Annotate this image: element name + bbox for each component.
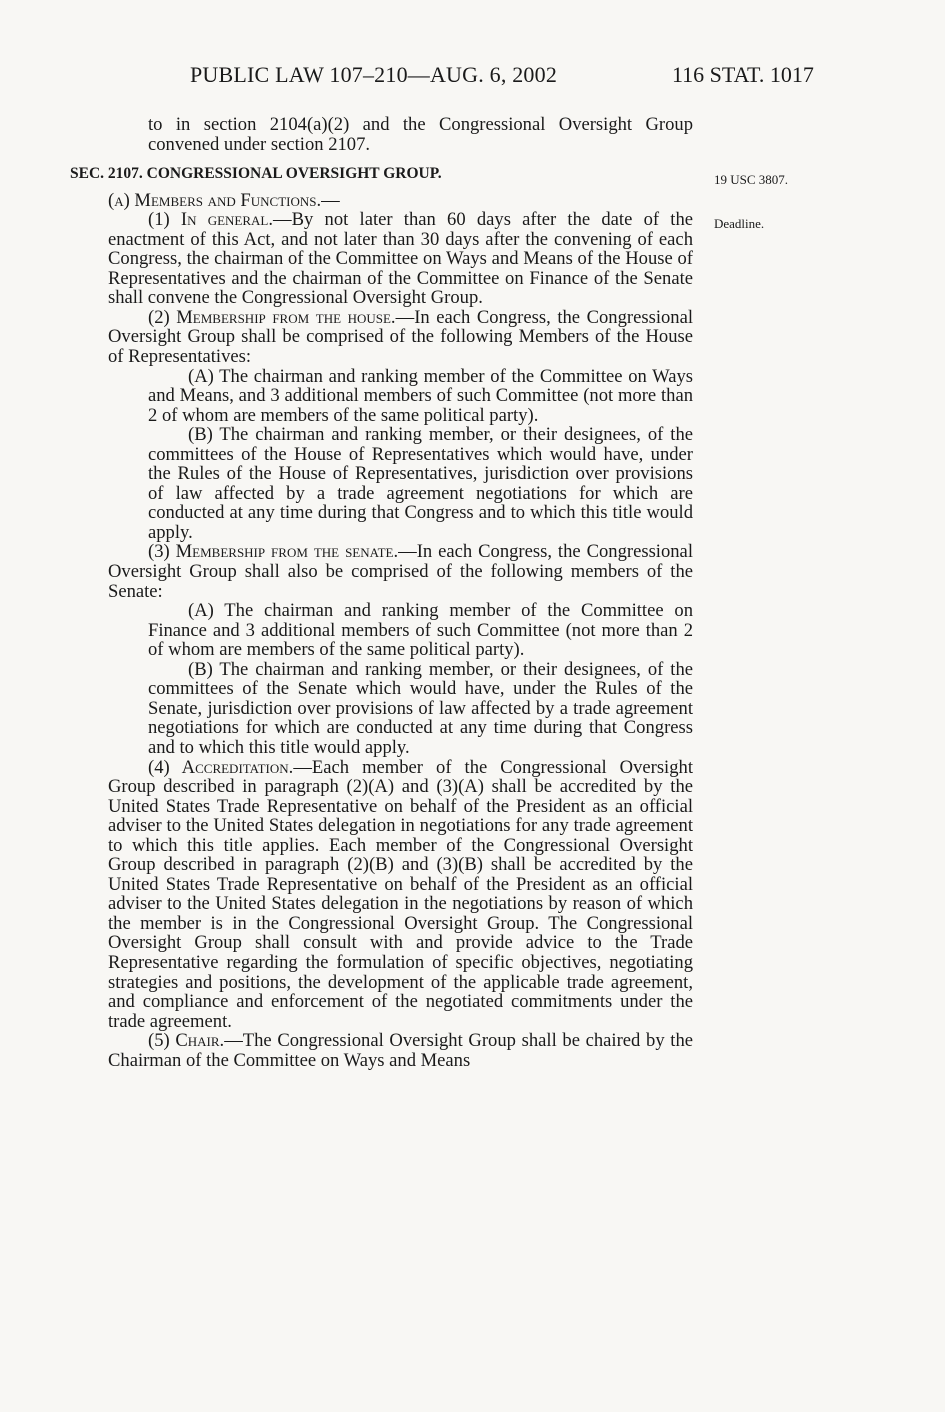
paragraph-5 xyxy=(108,1031,693,1070)
paragraph-2-label: (2) Membership from the house. xyxy=(148,306,396,328)
paragraph-3-b: (B) The chairman and ranking member, or their designees, of the committees of the Senate which would have, under the Rules of the Senate, jurisdiction over provisions of law affected by a trade agreement negotiations for which are conducted at any time during that Congress and to which this title would apply. xyxy=(148,658,693,758)
running-header-title: PUBLIC LAW 107–210—AUG. 6, 2002 xyxy=(190,62,558,87)
subsection-a-heading xyxy=(108,191,693,211)
margin-note-usc: 19 USC 3807. xyxy=(714,172,789,187)
paragraph-4-label: (4) Accreditation. xyxy=(148,756,294,778)
section-heading: SEC. 2107. CONGRESSIONAL OVERSIGHT GROUP. xyxy=(70,165,442,183)
paragraph-3 xyxy=(108,542,693,601)
running-header-page: 116 STAT. 1017 xyxy=(672,62,814,87)
paragraph-3-a: (A) The chairman and ranking member of the Committee on Finance and 3 additional members of such Committee (not more than 2 of whom are members of the same political party). xyxy=(148,600,693,661)
margin-note-deadline: Deadline. xyxy=(714,216,765,231)
paragraph-2 xyxy=(108,308,693,367)
paragraph-4 xyxy=(108,758,693,1032)
paragraph-1 xyxy=(108,210,693,308)
paragraph-3-text: —In each Congress, the Congressional Oversight Group shall also be comprised of the following members of the Senate: xyxy=(108,541,693,602)
paragraph-4-text: —Each member of the Congressional Oversight Group described in paragraph (2)(A) and (3)(A) shall be accredited by the United States Trade Representative on behalf of the President as an official adviser to the United States delegation in negotiations for any trade agreement to which this title applies. Each member of the Congressional Oversight Group described in paragraph (2)(B) and (3)(B) shall be accredited by the United States Trade Representative on behalf of the President as an official adviser to the United States delegation in the negotiations by reason of which the member is in the Congressional Oversight Group. The Congressional Oversight Group shall consult with and provide advice to the Trade Representative regarding the formulation of specific objectives, negotiating strategies and positions, the development of the applicable trade agreement, and compliance and enforcement of the negotiated commitments under the trade agreement. xyxy=(108,756,693,1032)
subsection-a-label: (a) Members and Functions.— xyxy=(108,189,340,211)
body-text xyxy=(70,114,693,1071)
intro-paragraph: to in section 2104(a)(2) and the Congressional Oversight Group convened under section 2107. xyxy=(148,114,693,155)
paragraph-1-text: —By not later than 60 days after the date of the enactment of this Act, and not later than 30 days after the convening of each Congress, the chairman of the Committee on Ways and Means of the House of Representatives and the chairman of the Committee on Finance of the Senate shall convene the Congressional Oversight Group. xyxy=(108,209,693,309)
paragraph-3-label: (3) Membership from the senate. xyxy=(148,541,399,563)
paragraph-5-text: —The Congressional Oversight Group shall be chaired by the Chairman of the Committee on Ways and Means xyxy=(108,1030,693,1071)
paragraph-5-label: (5) Chair. xyxy=(148,1030,225,1052)
paragraph-1-label: (1) In general. xyxy=(148,209,274,231)
paragraph-2-a: (A) The chairman and ranking member of the Committee on Ways and Means, and 3 additional members of such Committee (not more than 2 of whom are members of the same political party). xyxy=(148,365,693,426)
paragraph-2-b: (B) The chairman and ranking member, or their designees, of the committees of the House of Representatives which would have, under the Rules of the House of Representatives, jurisdiction over provisions of law affected by a trade agreement negotiations for which are conducted at any time during that Congress and to which this title would apply. xyxy=(148,424,693,543)
paragraph-2-text: —In each Congress, the Congressional Oversight Group shall be comprised of the following Members of the House of Representatives: xyxy=(108,306,693,368)
